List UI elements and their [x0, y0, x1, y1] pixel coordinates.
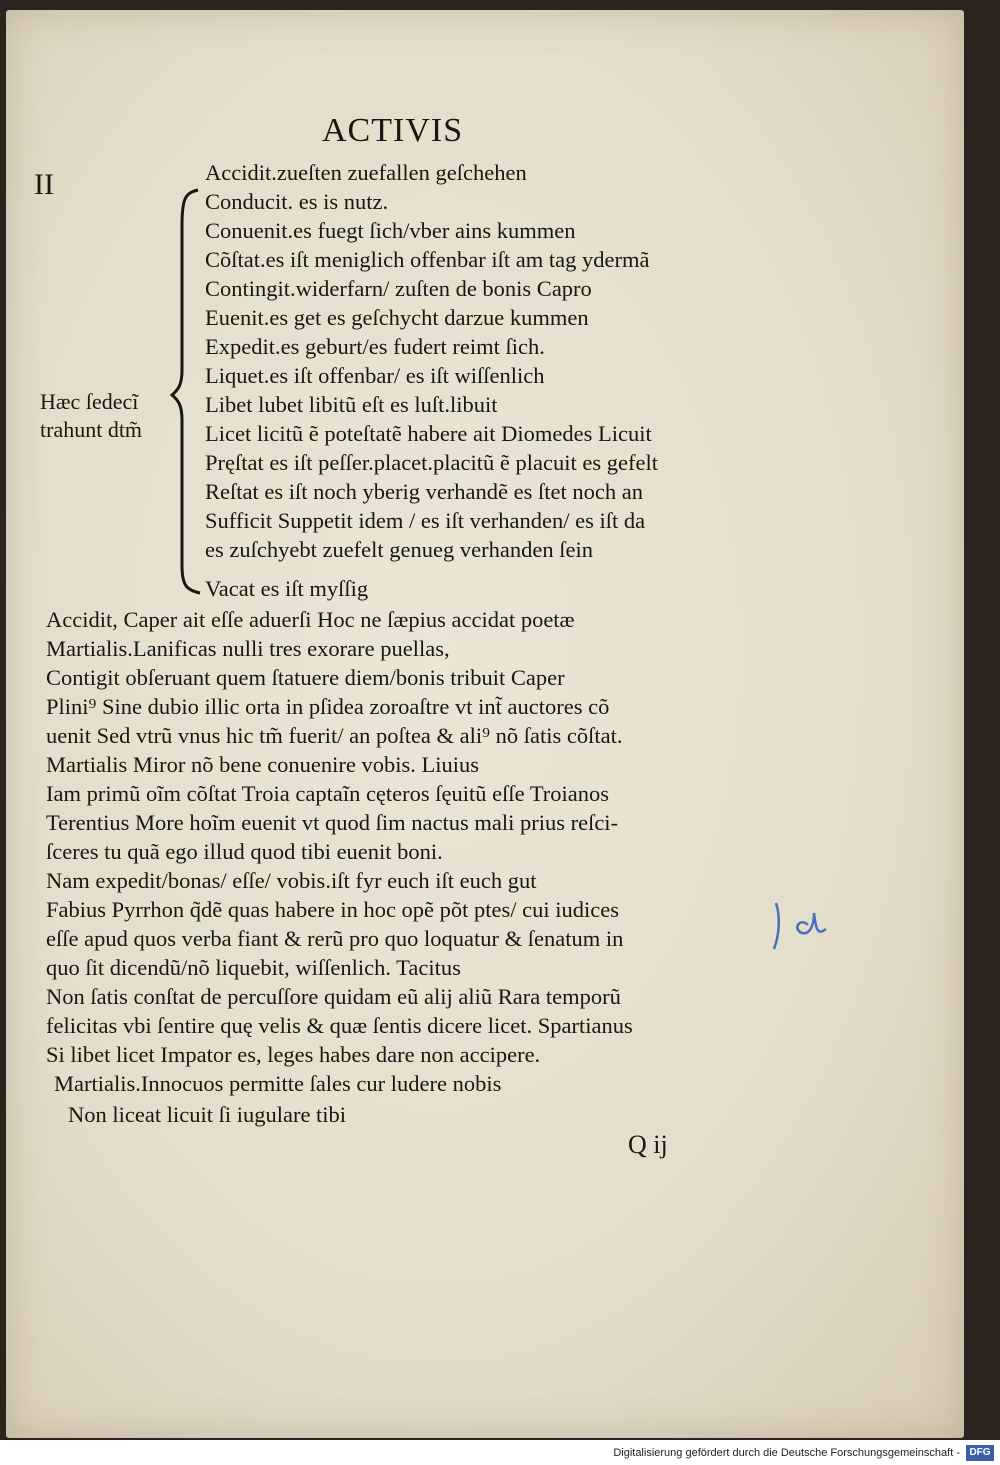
dfg-credit: Digitalisierung gefördert durch die Deutsche Forschungsgemeinschaft -	[613, 1447, 960, 1459]
verb-entry: Cõſtat.es iſt meniglich offenbar iſt am tag ydermã	[205, 247, 650, 272]
verb-entry: Libet lubet libitũ eſt es luſt.libuit	[205, 392, 498, 417]
text-line: Plini⁹ Sine dubio illic orta in pſidea zoroaſtre vt int̃ auctores cõ	[46, 694, 610, 719]
text-line: Contigit obſeruant quem ſtatuere diem/bonis tribuit Caper	[46, 665, 565, 690]
page-signature: Q ij	[628, 1130, 668, 1159]
curly-brace	[168, 185, 208, 600]
verb-entry: Contingit.widerfarn/ zuſten de bonis Capro	[205, 276, 592, 301]
text-line: Si libet licet Impator es, leges habes dare non accipere.	[46, 1042, 541, 1067]
page-title: ACTIVIS	[322, 112, 464, 149]
verb-entry: es zuſchyebt zuefelt genueg verhanden ſein	[205, 537, 593, 562]
text-line: Martialis.Lanificas nulli tres exorare puellas,	[46, 636, 450, 661]
verb-entry: Liquet.es iſt offenbar/ es iſt wiſſenlich	[205, 363, 545, 388]
verb-entry: Conducit. es is nutz.	[205, 189, 389, 214]
verb-entry: Licet licitũ ẽ poteſtatẽ habere ait Diomedes Licuit	[205, 421, 652, 446]
verb-entry: Expedit.es geburt/es fudert reimt ſich.	[205, 334, 545, 359]
text-line: felicitas vbi ſentire quę velis & quæ ſentis dicere licet. Spartianus	[46, 1013, 633, 1038]
signature-mark: II	[34, 168, 54, 201]
verb-entry: Conuenit.es fuegt ſich/vber ains kummen	[205, 218, 576, 243]
verb-entry: Accidit.zueſten zuefallen geſchehen	[205, 160, 527, 185]
text-line: Accidit, Caper ait eſſe aduerſi Hoc ne ſæpius accidat poetæ	[46, 607, 575, 632]
text-line: Martialis.Innocuos permitte ſales cur ludere nobis	[54, 1071, 502, 1096]
side-note-line: trahunt dtm̃	[40, 417, 143, 442]
text-line: Iam primũ oĩm cõſtat Troia captaĩn cęteros ſęuitũ eſſe Troianos	[46, 781, 610, 806]
text-line: Martialis Miror nõ bene conuenire vobis. Liuius	[46, 752, 480, 777]
text-line: ſceres tu quã ego illud quod tibi euenit boni.	[46, 839, 443, 864]
text-line: Terentius More hoĩm euenit vt quod ſim nactus mali prius reſci-	[46, 810, 619, 835]
text-line: Fabius Pyrrhon q̃dẽ quas habere in hoc opẽ põt ptes/ cui iudices	[46, 897, 620, 922]
side-note	[40, 388, 142, 444]
text-line: eſſe apud quos verba fiant & rerũ pro quo loquatur & ſenatum in	[46, 926, 624, 951]
text-line: Nam expedit/bonas/ eſſe/ vobis.iſt fyr euch iſt euch gut	[46, 868, 537, 893]
verb-entry: Vacat es iſt myſſig	[205, 576, 369, 601]
verb-entry: Pręſtat es iſt peſſer.placet.placitũ ẽ placuit es gefelt	[205, 450, 658, 475]
text-line: quo ſit dicendũ/nõ liquebit, wiſſenlich. Tacitus	[46, 955, 461, 980]
text-line: Non liceat licuit ſi iugulare tibi	[68, 1102, 347, 1127]
text-line: uenit Sed vtrũ vnus hic tm̃ fuerit/ an poſtea & ali⁹ nõ ſatis cõſtat.	[46, 723, 623, 748]
side-note-line: Hæc ſedecĩ	[40, 389, 139, 414]
verb-entry: Reſtat es iſt noch yberig verhandẽ es ſtet noch an	[205, 479, 643, 504]
pencil-margin-mark	[762, 895, 842, 955]
text-line: Non ſatis conſtat de percuſſore quidam eũ alij aliũ Rara temporũ	[46, 984, 621, 1009]
verb-entry: Sufficit Suppetit idem / es iſt verhanden/ es iſt da	[205, 508, 646, 533]
verb-entry: Euenit.es get es geſchycht darzue kummen	[205, 305, 589, 330]
dfg-logo: DFG	[966, 1445, 994, 1461]
